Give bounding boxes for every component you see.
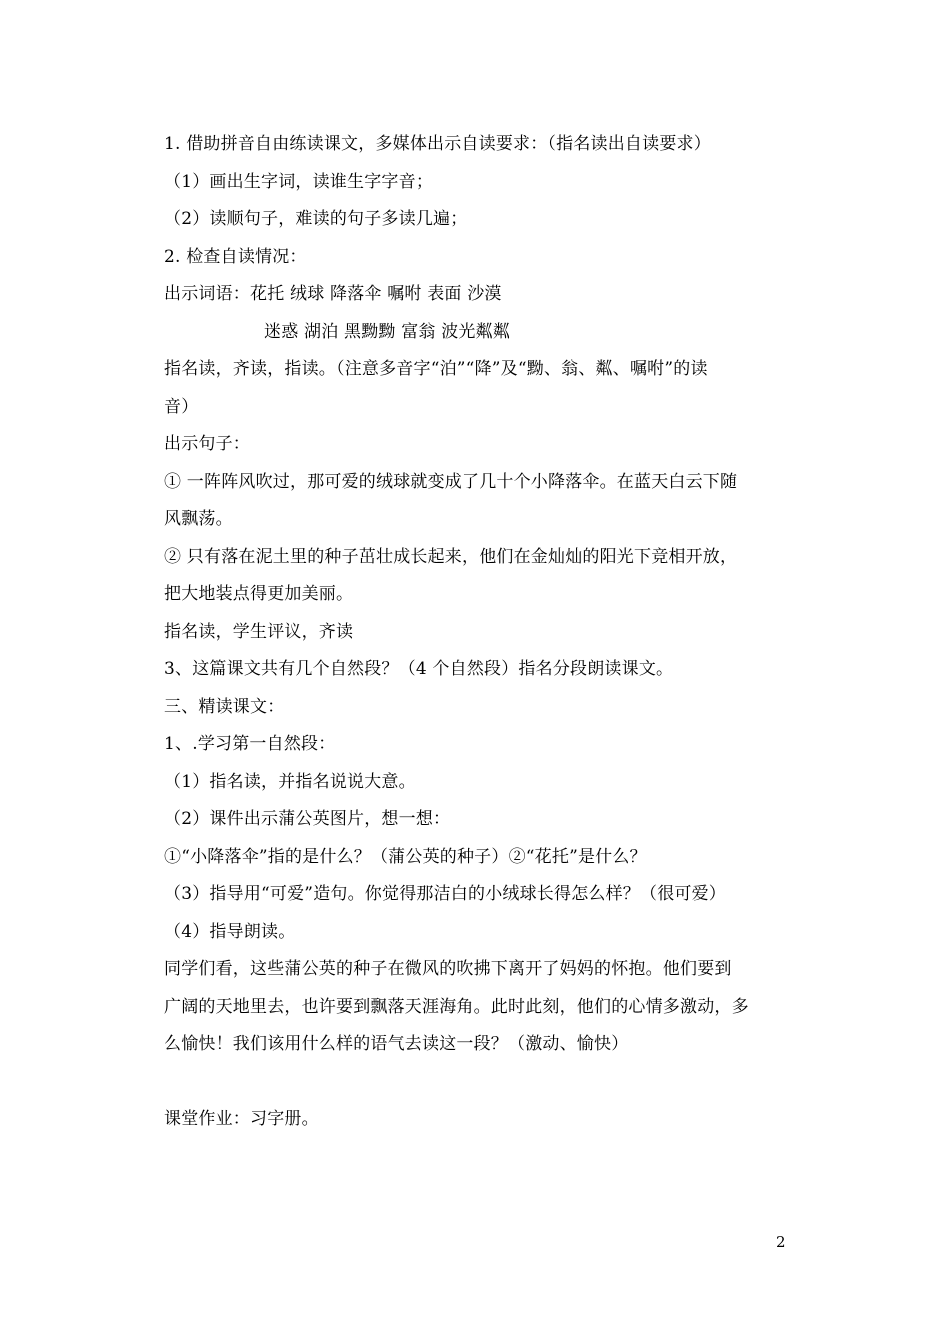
text-line: 指名读，齐读，指读。（注意多音字“泊”“降”及“黝、翁、粼、嘱咐”的读 [164,359,708,379]
paragraph-line: 同学们看，这些蒲公英的种子在微风的吹拂下离开了妈妈的怀抱。他们要到 [164,959,732,979]
text-line: （1）指名读，并指名说说大意。 [164,771,416,792]
text-line: ①“小降落伞”指的是什么？（蒲公英的种子）②“花托”是什么？ [164,846,647,867]
text-line: 指名读，学生评议，齐读 [164,621,354,642]
text-line: 1. 借助拼音自由练读课文，多媒体出示自读要求：（指名读出自读要求） [164,134,711,154]
sentence-line: 风飘荡。 [164,509,233,529]
text-line: （2）课件出示蒲公英图片，想一想： [164,809,451,829]
text-line: （2）读顺句子，难读的句子多读几遍； [164,209,468,229]
text-line: （3）指导用“可爱”造句。你觉得那洁白的小绒球长得怎么样？（很可爱） [164,884,726,904]
section-heading: 三、精读课文： [164,696,285,717]
sentence-line: 把大地装点得更加美丽。 [164,584,354,604]
text-line: 1、.学习第一自然段： [164,734,336,754]
sentence-line: ① 一阵阵风吹过，那可爱的绒球就变成了几十个小降落伞。在蓝天白云下随 [164,471,738,492]
text-line: （1）画出生字词，读谁生字字音； [164,171,434,192]
text-line: 2. 检查自读情况： [164,246,307,267]
text-line: 3、这篇课文共有几个自然段？（4 个自然段）指名分段朗读课文。 [164,659,674,679]
word-list-line: 出示词语：花托 绒球 降落伞 嘱咐 表面 沙漠 [164,284,502,304]
blank-line [164,1064,794,1102]
homework-line: 课堂作业：习字册。 [164,1109,319,1129]
sentence-line: ② 只有落在泥土里的种子茁壮成长起来，他们在金灿灿的阳光下竞相开放， [164,546,738,567]
word-list-line: 迷惑 湖泊 黑黝黝 富翁 波光粼粼 [264,321,511,342]
page-number: 2 [776,1233,786,1251]
document-body [164,126,794,1139]
text-line: （4）指导朗读。 [164,921,296,942]
text-line: 出示句子： [164,434,250,454]
paragraph-line: 广阔的天地里去，也许要到飘落天涯海角。此时此刻，他们的心情多激动，多 [164,996,749,1017]
paragraph-line: 么愉快！我们该用什么样的语气去读这一段？（激动、愉快） [164,1034,629,1054]
text-line: 音） [164,396,199,417]
